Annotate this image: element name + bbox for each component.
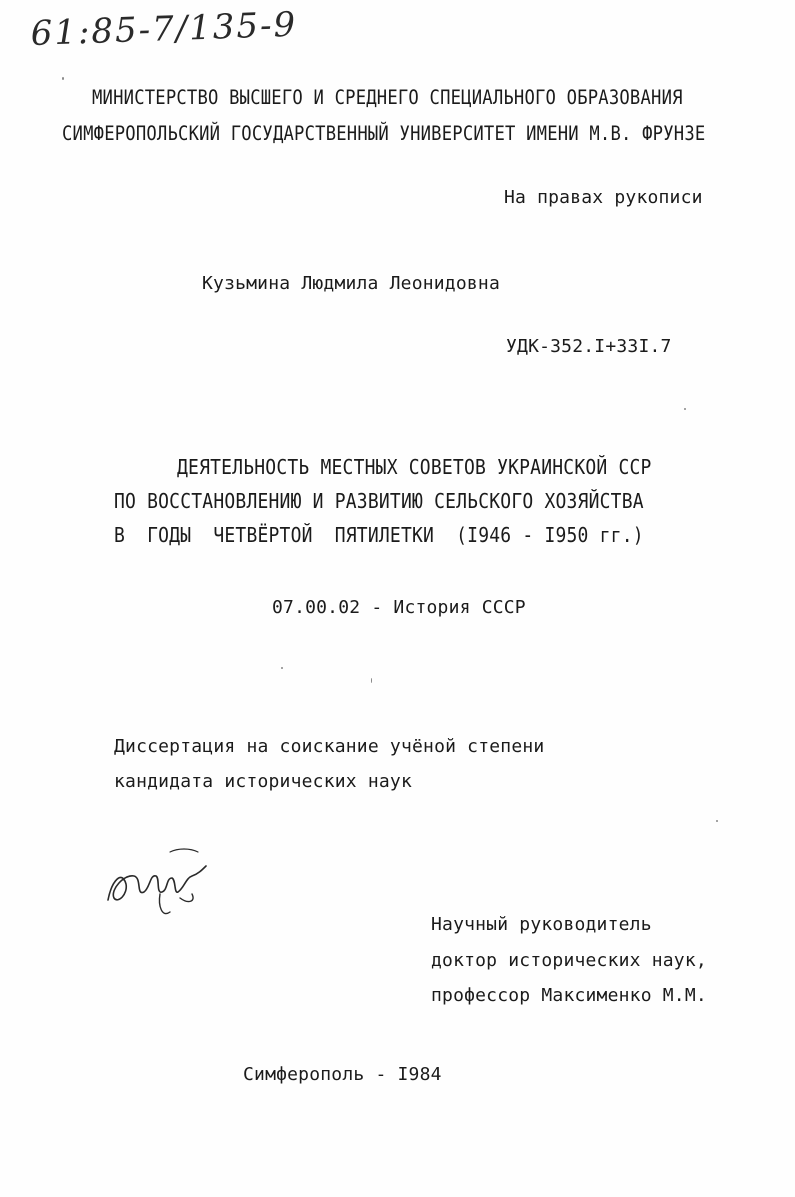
udc-code: УДК-352.I+33I.7	[506, 336, 672, 357]
author-signature	[100, 840, 220, 930]
author-name: Кузьмина Людмила Леонидовна	[202, 273, 500, 294]
specialty: 07.00.02 - История СССР	[272, 597, 526, 618]
scan-speck	[281, 667, 283, 669]
university-header: СИМФЕРОПОЛЬСКИЙ ГОСУДАРСТВЕННЫЙ УНИВЕРСИТЕТ ИМЕНИ М.В. ФРУНЗЕ	[62, 123, 706, 146]
title-line-3: В ГОДЫ ЧЕТВЁРТОЙ ПЯТИЛЕТКИ (I946 - I950 гг.)	[114, 524, 644, 548]
scan-speck	[716, 820, 718, 822]
scan-speck	[62, 77, 64, 80]
title-line-2: ПО ВОССТАНОВЛЕНИЮ И РАЗВИТИЮ СЕЛЬСКОГО ХОЗЯЙСТВА	[114, 490, 644, 514]
dissertation-line-1: Диссертация на соискание учёной степени	[114, 736, 545, 757]
supervisor-line-3: профессор Максименко М.М.	[431, 985, 707, 1006]
supervisor-line-1: Научный руководитель	[431, 914, 652, 935]
scan-speck	[371, 678, 372, 683]
rights-note: На правах рукописи	[504, 187, 703, 208]
dissertation-line-2: кандидата исторических наук	[114, 771, 412, 792]
archive-mark: 61:85-7/135-9	[30, 4, 298, 54]
title-line-1: ДЕЯТЕЛЬНОСТЬ МЕСТНЫХ СОВЕТОВ УКРАИНСКОЙ ССР	[177, 456, 652, 480]
scan-speck	[684, 408, 686, 410]
ministry-header: МИНИСТЕРСТВО ВЫСШЕГО И СРЕДНЕГО СПЕЦИАЛЬНОГО ОБРАЗОВАНИЯ	[92, 87, 683, 110]
place-year: Симферополь - I984	[243, 1064, 442, 1085]
supervisor-line-2: доктор исторических наук,	[431, 950, 707, 971]
